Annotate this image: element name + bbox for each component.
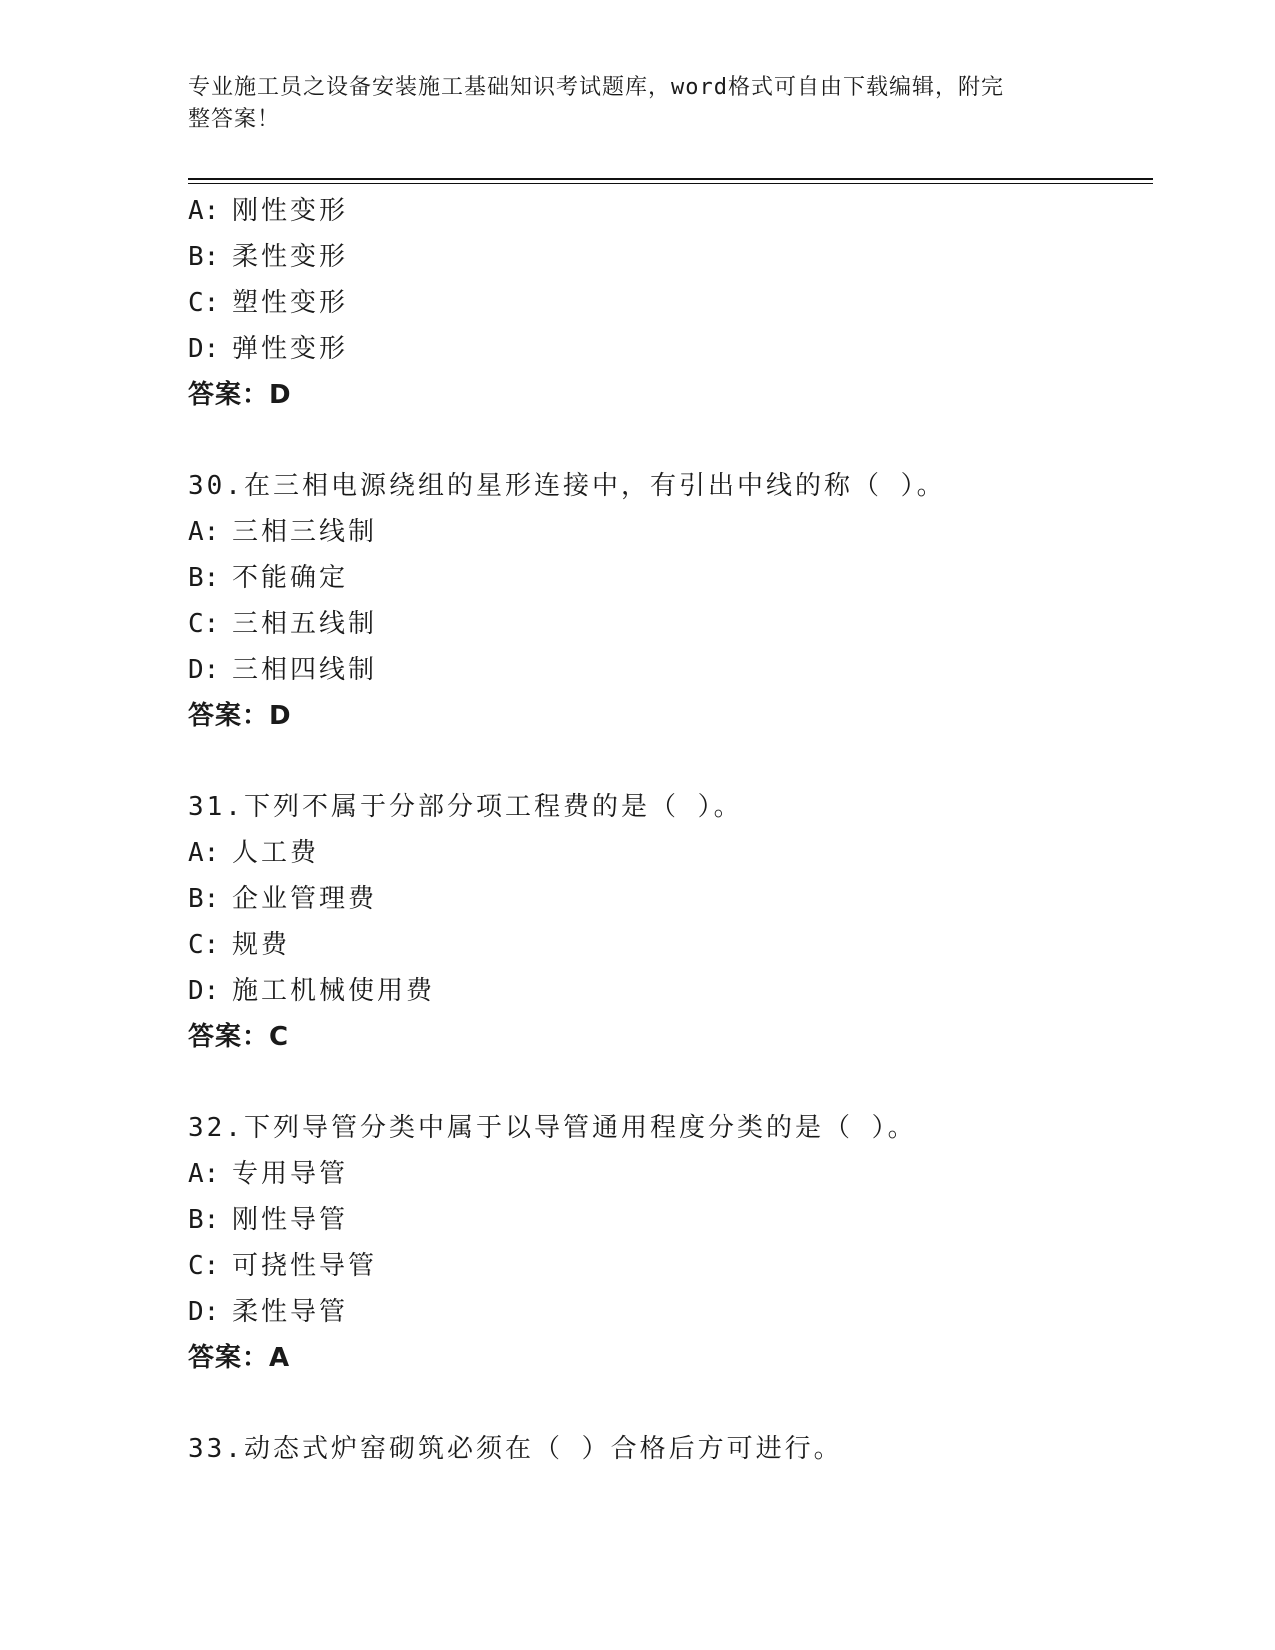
option-a (188, 509, 1168, 555)
option-text: 刚性变形 (232, 196, 349, 226)
option-text: 可挠性导管 (232, 1251, 378, 1281)
option-letter: A: (188, 838, 220, 868)
option-c (188, 601, 1168, 647)
question-text: 31.下列不属于分部分项工程费的是（ ）。 (188, 792, 743, 822)
answer-line: 答案：A (188, 1343, 291, 1373)
option-letter: D: (188, 334, 220, 364)
option-text: 规费 (232, 930, 291, 960)
document-header (188, 72, 1088, 136)
header-divider-thick (188, 178, 1153, 180)
option-a (188, 1151, 1168, 1197)
option-b (188, 234, 1168, 280)
option-letter: D: (188, 655, 220, 685)
option-letter: C: (188, 288, 220, 318)
option-text: 三相三线制 (232, 517, 378, 547)
question-list (188, 188, 1168, 1517)
option-text: 企业管理费 (232, 884, 378, 914)
option-d (188, 1289, 1168, 1335)
option-b (188, 555, 1168, 601)
question-block-31 (188, 784, 1168, 1060)
option-d (188, 968, 1168, 1014)
answer-line: 答案：D (188, 701, 292, 731)
header-divider-thin (188, 183, 1153, 184)
question-text: 30.在三相电源绕组的星形连接中，有引出中线的称（ ）。 (188, 471, 946, 501)
question-block-33 (188, 1426, 1168, 1472)
question-block-30 (188, 463, 1168, 739)
option-text: 塑性变形 (232, 288, 349, 318)
option-text: 施工机械使用费 (232, 976, 436, 1006)
option-text: 不能确定 (232, 563, 349, 593)
option-text: 弹性变形 (232, 334, 349, 364)
option-letter: A: (188, 1159, 220, 1189)
option-text: 刚性导管 (232, 1205, 349, 1235)
question-block-29 (188, 188, 1168, 418)
option-b (188, 876, 1168, 922)
question-text: 33.动态式炉窑砌筑必须在（ ）合格后方可进行。 (188, 1434, 843, 1464)
option-letter: B: (188, 563, 220, 593)
option-c (188, 280, 1168, 326)
answer-line: 答案：C (188, 1022, 290, 1052)
option-letter: B: (188, 242, 220, 272)
option-text: 柔性变形 (232, 242, 349, 272)
option-text: 人工费 (232, 838, 320, 868)
option-d (188, 326, 1168, 372)
option-text: 柔性导管 (232, 1297, 349, 1327)
option-letter: C: (188, 609, 220, 639)
option-a (188, 830, 1168, 876)
option-letter: B: (188, 1205, 220, 1235)
option-letter: D: (188, 976, 220, 1006)
option-a (188, 188, 1168, 234)
option-text: 三相四线制 (232, 655, 378, 685)
option-letter: D: (188, 1297, 220, 1327)
option-letter: B: (188, 884, 220, 914)
header-line-1: 专业施工员之设备安装施工基础知识考试题库，word格式可自由下载编辑，附完 (188, 75, 1004, 100)
option-c (188, 1243, 1168, 1289)
option-letter: A: (188, 517, 220, 547)
question-block-32 (188, 1105, 1168, 1381)
answer-line: 答案：D (188, 380, 292, 410)
option-d (188, 647, 1168, 693)
option-letter: C: (188, 1251, 220, 1281)
option-letter: C: (188, 930, 220, 960)
option-c (188, 922, 1168, 968)
option-b (188, 1197, 1168, 1243)
option-letter: A: (188, 196, 220, 226)
option-text: 三相五线制 (232, 609, 378, 639)
header-line-2: 整答案！ (188, 107, 281, 132)
option-text: 专用导管 (232, 1159, 349, 1189)
question-text: 32.下列导管分类中属于以导管通用程度分类的是（ ）。 (188, 1113, 917, 1143)
